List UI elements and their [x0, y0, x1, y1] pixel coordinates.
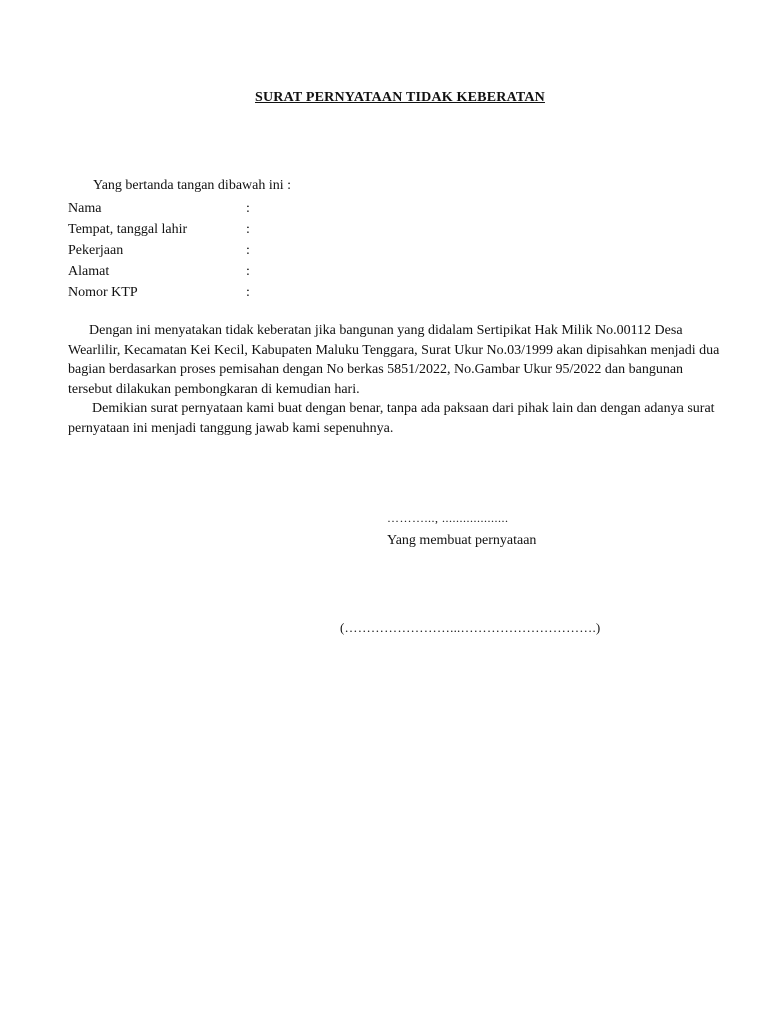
signature-label: Yang membuat pernyataan: [387, 533, 537, 548]
signature-name-placeholder: (……………………...………………………….): [340, 620, 601, 635]
field-row-alamat: [68, 261, 368, 282]
field-label: Pekerjaan: [68, 243, 124, 258]
document-title: SURAT PERNYATAAN TIDAK KEBERATAN: [255, 90, 545, 105]
statement-body: [68, 321, 720, 438]
identity-fields: [68, 198, 368, 303]
field-colon: :: [246, 264, 250, 279]
field-colon: :: [246, 243, 250, 258]
field-colon: :: [246, 285, 250, 300]
statement-paragraph-2: Demikian surat pernyataan kami buat dengan benar, tanpa ada paksaan dari pihak lain dan dengan adanya surat pernyataan ini menjadi tanggung jawab kami sepenuhnya.: [68, 401, 715, 436]
field-label: Tempat, tanggal lahir: [68, 222, 188, 237]
field-row-pekerjaan: [68, 240, 368, 261]
field-row-nomor-ktp: [68, 282, 368, 303]
field-label: Nama: [68, 201, 102, 216]
intro-text: Yang bertanda tangan dibawah ini :: [93, 178, 292, 193]
field-colon: :: [246, 201, 250, 216]
signature-place-date: ………..., ...................: [387, 511, 509, 525]
field-colon: :: [246, 222, 250, 237]
field-label: Alamat: [68, 264, 110, 279]
field-row-nama: [68, 198, 368, 219]
field-row-tempat-tanggal-lahir: [68, 219, 368, 240]
statement-paragraph-1: Dengan ini menyatakan tidak keberatan jika bangunan yang didalam Sertipikat Hak Milik No.00112 Desa Wearlilir, Kecamatan Kei Kecil, Kabupaten Maluku Tenggara, Surat Ukur No.03/1999 akan dipisahkan menjadi dua bagian berdasarkan proses pemisahan dengan No berkas 5851/2022, No.Gambar Ukur 95/2022 dan bangunan tersebut dilakukan pembongkaran di kemudian hari.: [68, 323, 720, 397]
field-label: Nomor KTP: [68, 285, 138, 300]
